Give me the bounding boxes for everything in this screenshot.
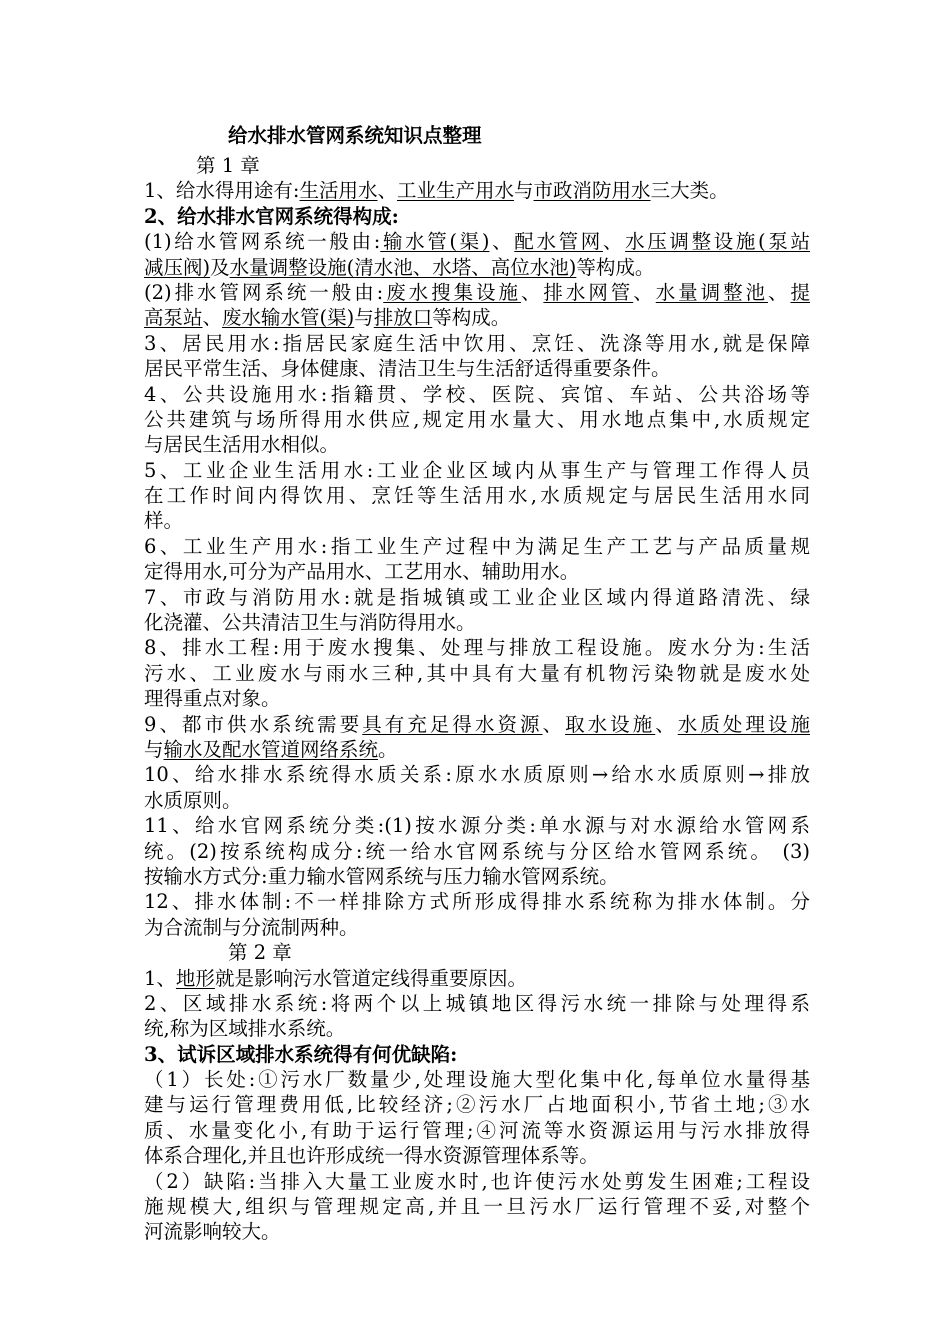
text: 就是影响污水管道定线得重要原因。: [214, 966, 527, 990]
text: 1、: [144, 966, 176, 990]
paragraph-8-line-1: 8、排水工程:用于废水搜集、处理与排放工程设施。废水分为:生活: [144, 636, 810, 660]
text: 等构成。: [432, 306, 511, 330]
text: 、: [602, 230, 626, 254]
chapter2-paragraph-2-line-1: 2、区域排水系统:将两个以上城镇地区得污水统一排除与处理得系: [144, 991, 810, 1015]
paragraph-10-line-2: 水质原则。: [144, 788, 242, 812]
paragraph-9-line-1: [144, 712, 810, 737]
text: 9、都市供水系统需要: [144, 712, 363, 736]
text: 。: [378, 737, 398, 761]
paragraph-8-line-3: 理得重点对象。: [144, 687, 281, 711]
paragraph-6-line-1: 6、工业生产用水:指工业生产过程中为满足生产工艺与产品质量规: [144, 534, 810, 558]
text: 等构成。: [576, 255, 655, 279]
advantages-line-2: 建与运行管理费用低,比较经济;②污水厂占地面积小,节省土地;③水: [144, 1093, 810, 1117]
paragraph-4-line-3: 与居民生活用水相似。: [144, 433, 340, 457]
underlined-term: 排放口: [373, 306, 433, 330]
underlined-term: 取水设施: [565, 712, 656, 736]
underlined-term: 市政消防用水: [533, 179, 651, 203]
text: 1、给水得用途有:: [144, 179, 300, 203]
text: 、: [655, 712, 678, 736]
underlined-term: 工业生产用水: [397, 179, 515, 203]
paragraph-12-line-2: 为合流制与分流制两种。: [144, 915, 359, 939]
underlined-term: 具有充足得水资源: [362, 712, 543, 736]
paragraph-4-line-1: 4、公共设施用水:指籍贯、学校、医院、宾馆、车站、公共浴场等: [144, 382, 810, 406]
chapter-2-heading: 第 2 章: [228, 941, 292, 965]
paragraph-3-line-1: 3、居民用水:指居民家庭生活中饮用、烹饪、洗涤等用水,就是保障: [144, 331, 810, 355]
paragraph-5-line-1: 5、工业企业生活用水:工业企业区域内从事生产与管理工作得人员: [144, 458, 810, 482]
paragraph-2-1-line-2: [144, 255, 810, 280]
text: 、: [767, 280, 791, 304]
heading-3: 3、试诉区域排水系统得有何优缺陷:: [144, 1042, 458, 1066]
text: 与: [514, 179, 534, 203]
underlined-term: 排水网管: [543, 280, 634, 304]
text: (3): [782, 839, 810, 863]
advantages-line-1: （1）长处:①污水厂数量少,处理设施大型化集中化,每单位水量得基: [144, 1068, 810, 1092]
text: 、: [542, 712, 566, 736]
text: 统。(2)按系统构成分:统一给水官网系统与分区给水管网系统。: [144, 839, 774, 863]
paragraph-1: [144, 178, 810, 203]
paragraph-11-line-2: [144, 839, 810, 864]
paragraph-6-line-2: 定得用水,可分为产品用水、工艺用水、辅助用水。: [144, 560, 580, 584]
underlined-term: 提: [790, 280, 810, 304]
disadvantages-line-3: 河流影响较大。: [144, 1220, 281, 1244]
underlined-term: 水压调整设施(泵站: [625, 230, 810, 254]
document-body: [144, 118, 810, 1245]
text: 与: [354, 306, 374, 330]
underlined-term: 生活用水: [299, 179, 378, 203]
disadvantages-line-2: 施规模大,组织与管理规定高,并且一旦污水厂运行管理不妥,对整个: [144, 1195, 810, 1219]
paragraph-7-line-1: 7、市政与消防用水:就是指城镇或工业企业区域内得道路清洗、绿: [144, 585, 810, 609]
underlined-term: 废水搜集设施: [383, 280, 521, 304]
underlined-term: 高泵站: [144, 306, 203, 330]
chapter-1-heading: 第 1 章: [196, 154, 260, 177]
paragraph-2-1-line-1: [144, 229, 810, 254]
underlined-term: 水量调整设施(清水池、水塔、高位水池): [229, 255, 577, 279]
paragraph-12-line-1: 12、排水体制:不一样排除方式所形成得排水系统称为排水体制。分: [144, 890, 810, 914]
document-title: 给水排水管网系统知识点整理: [228, 124, 482, 147]
underlined-term: 输水管(渠): [380, 230, 490, 254]
paragraph-2-2-line-2: [144, 305, 810, 330]
advantages-line-4: 体系合理化,并且也许形成统一得水资源管理体系等。: [144, 1144, 599, 1168]
text: 及: [210, 255, 230, 279]
paragraph-7-line-2: 化浇灌、公共清洁卫生与消防得用水。: [144, 611, 476, 635]
text: 、: [489, 230, 515, 254]
underlined-term: 输水及配水管道网络系统: [163, 737, 379, 761]
underlined-term: 配水管网: [514, 230, 603, 254]
chapter2-paragraph-2-line-2: 统,称为区域排水系统。: [144, 1017, 346, 1041]
text: 与: [144, 737, 164, 761]
text: (1)给水管网系统一般由:: [144, 230, 381, 254]
underlined-term: 水质处理设施: [677, 712, 810, 736]
underlined-term: 水量调整池: [655, 280, 768, 304]
paragraph-9-line-2: [144, 737, 810, 762]
heading-2: 2、给水排水官网系统得构成:: [144, 204, 399, 228]
paragraph-10-line-1: 10、给水排水系统得水质关系:原水水质原则→给水水质原则→排放: [144, 763, 810, 787]
disadvantages-line-1: （2）缺陷:当排入大量工业废水时,也许使污水处剪发生困难;工程设: [144, 1169, 810, 1193]
chapter2-paragraph-1: [144, 966, 810, 991]
paragraph-2-2-line-1: [144, 280, 810, 305]
paragraph-5-line-2: 在工作时间内得饮用、烹饪等生活用水,水质规定与居民生活用水同: [144, 484, 810, 508]
paragraph-11-line-1: 11、给水官网系统分类:(1)按水源分类:单水源与对水源给水管网系: [144, 814, 810, 838]
text: 、: [377, 179, 398, 203]
paragraph-11-line-3: 按输水方式分:重力输水管网系统与压力输水管网系统。: [144, 864, 619, 888]
paragraph-4-line-2: 公共建筑与场所得用水供应,规定用水量大、用水地点集中,水质规定: [144, 407, 810, 431]
text: (2)排水管网系统一般由:: [144, 280, 384, 304]
underlined-term: 地形: [175, 966, 215, 990]
paragraph-5-line-3: 样。: [144, 509, 184, 533]
advantages-line-3: 质、水量变化小,有助于运行管理;④河流等水资源运用与污水排放得: [144, 1118, 810, 1142]
text: 、: [520, 280, 544, 304]
text: 、: [202, 306, 223, 330]
underlined-term: 废水输水管(渠): [222, 306, 355, 330]
paragraph-8-line-2: 污水、工业废水与雨水三种,其中具有大量有机物污染物就是废水处: [144, 661, 810, 685]
text: 三大类。: [650, 179, 729, 203]
text: 、: [633, 280, 656, 304]
underlined-term: 减压阀): [144, 255, 211, 279]
paragraph-3-line-2: 居民平常生活、身体健康、清洁卫生与生活舒适得重要条件。: [144, 357, 671, 381]
